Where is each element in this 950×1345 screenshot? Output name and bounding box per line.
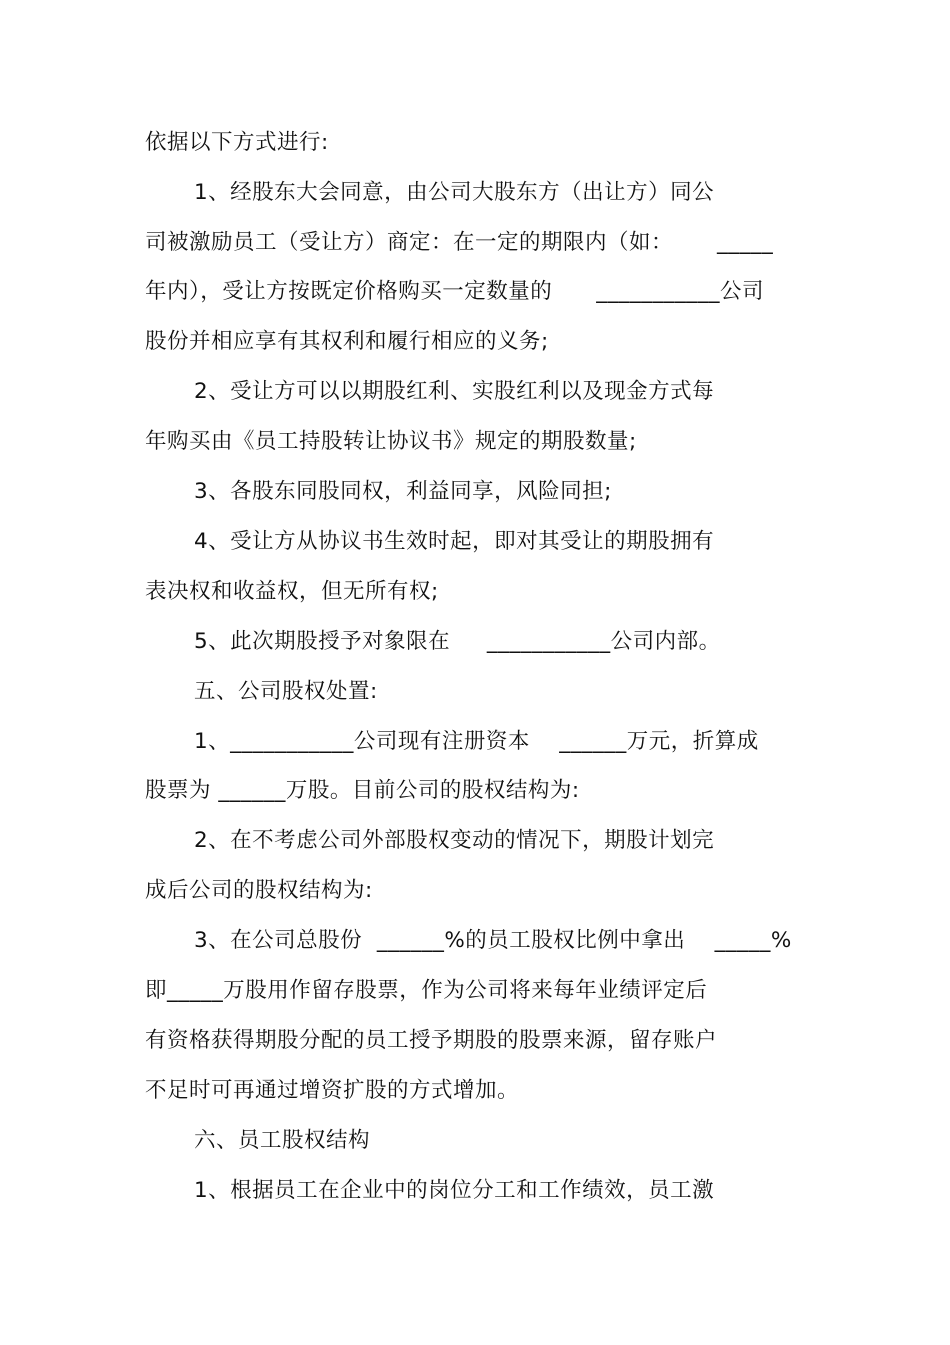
text-line: 1、___________公司现有注册资本 ______万元，折算成 — [194, 729, 759, 754]
text-line: 依据以下方式进行: — [145, 130, 329, 155]
text-line: 1、经股东大会同意，由公司大股东方（出让方）同公 — [194, 180, 715, 205]
section-heading: 五、公司股权处置: — [194, 679, 378, 704]
text-line: 1、根据员工在企业中的岗位分工和工作绩效，员工激 — [194, 1178, 715, 1203]
text-line: 股票为 ______万股。目前公司的股权结构为: — [145, 778, 580, 803]
text-line: 股份并相应享有其权利和履行相应的义务; — [145, 329, 549, 354]
text-line: 3、各股东同股同权，利益同享，风险同担; — [194, 479, 612, 504]
text-line: 3、在公司总股份 ______%的员工股权比例中拿出 _____% — [194, 928, 792, 953]
text-line: 年内），受让方按既定价格购买一定数量的 ___________公司 — [145, 279, 765, 304]
text-line: 2、在不考虑公司外部股权变动的情况下，期股计划完 — [194, 828, 715, 853]
section-heading: 六、员工股权结构 — [194, 1128, 371, 1153]
text-line: 4、受让方从协议书生效时起，即对其受让的期股拥有 — [194, 529, 715, 554]
text-line: 司被激励员工（受让方）商定：在一定的期限内（如： _____ — [145, 230, 774, 255]
text-line: 不足时可再通过增资扩股的方式增加。 — [145, 1078, 520, 1103]
text-line: 年购买由《员工持股转让协议书》规定的期股数量; — [145, 429, 637, 454]
text-line: 表决权和收益权，但无所有权; — [145, 579, 439, 604]
text-line: 即_____万股用作留存股票，作为公司将来每年业绩评定后 — [145, 978, 708, 1003]
text-line: 有资格获得期股分配的员工授予期股的股票来源，留存账户 — [145, 1028, 718, 1053]
text-line: 5、此次期股授予对象限在 ___________公司内部。 — [194, 629, 721, 654]
text-line: 成后公司的股权结构为: — [145, 878, 373, 903]
text-line: 2、受让方可以以期股红利、实股红利以及现金方式每 — [194, 379, 715, 404]
